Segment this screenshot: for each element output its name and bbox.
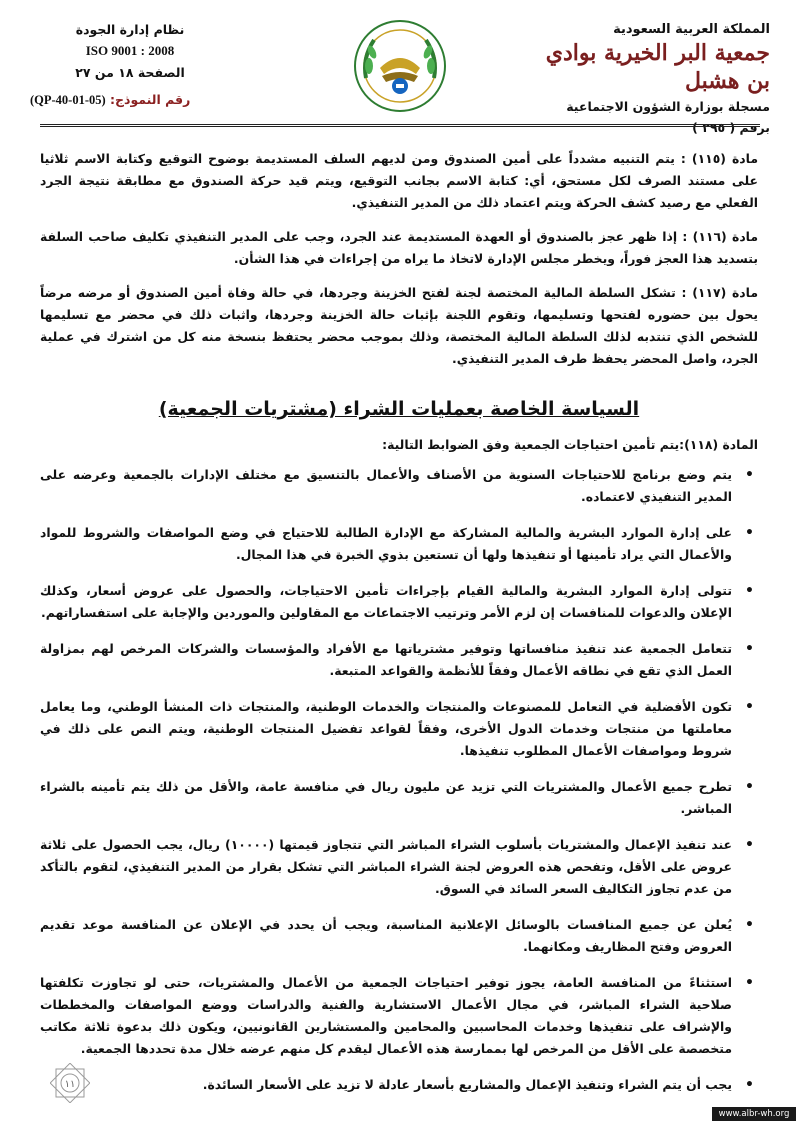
section-title: السياسة الخاصة بعمليات الشراء (مشتريات الجمعية) <box>158 398 640 420</box>
article-115: مادة (١١٥) : يتم التنبيه مشدداً على أمين الصندوق ومن لديهم السلف المستديمة بوضوح التوقيع وكتابة الاسم ثلاثيا على مستند الصرف لكل مستحق، أي: كتابة الاسم بجانب التوقيع، ويتم قيد حركة الصندوق مع مطابقة نتيجة الجرد الفعلي مع رصيد كشف الحركة ويتم اعتماد ذلك من المدير التنفيذي. <box>40 151 758 210</box>
list-item: • يتم وضع برنامج للاحتياجات السنوية من الأصناف والأعمال بالتنسيق مع مختلف الإدارات بالجمعية وعرضه على المدير التنفيذي لاعتماده. <box>40 464 732 508</box>
list-item: • تتعامل الجمعية عند تنفيذ منافساتها وتوفير مشترياتها مع الأفراد والمؤسسات والشركات المرخص لهم بمزاولة العمل الذي تقع في نطاقه الأعمال وفقاً للأنظمة والقواعد المتبعة. <box>40 638 732 682</box>
quality-system-title: نظام إدارة الجودة <box>75 22 185 37</box>
list-item: • يجب أن يتم الشراء وتنفيذ الإعمال والمشاريع بأسعار عادلة لا تزيد على الأسعار السائدة. <box>40 1074 732 1096</box>
registration-number: ( ٢٩٥ ) <box>692 120 736 135</box>
page-header <box>30 18 770 135</box>
association-logo-icon <box>352 18 448 114</box>
list-item: • تتولى إدارة الموارد البشرية والمالية القيام بإجراءات تأمين الاحتياجات، والحصول على عروض أسعار، وكذلك الإعلان والدعوات للمنافسات إن لزم الأمر وترتيب الاجتماعات مع المقاولين والموردين والإجابة على استفساراتهم. <box>40 580 732 624</box>
footer-ornament-icon <box>50 1063 90 1103</box>
article-118-intro: المادة (١١٨):يتم تأمين احتياجات الجمعية وفق الضوابط التالية: <box>382 437 758 452</box>
registration-text: مسجلة بوزارة الشؤون الاجتماعية <box>566 99 770 114</box>
article-117: مادة (١١٧) : تشكل السلطة المالية المختصة لجنة لفتح الخزينة وجردها، في حالة وفاة أمين الصندوق أو مرضه مرضاً يحول بين حضوره لفتحها وتسليمها، وتقوم اللجنة بإثبات حالة الخزينة وجردها، واثبات ذلك في محضر مع تسليمها للشخص الذي تنتدبه لذلك السلطة المالية المختصة، وذلك بموجب محضر يحتفظ بنسخة منه كل من اشترك في عملية الجرد، واصل المحضر يحفظ طرف المدير التنفيذي. <box>40 285 758 366</box>
header-divider <box>40 124 760 127</box>
form-number-row <box>30 92 230 108</box>
list-item: • تطرح جميع الأعمال والمشتريات التي تزيد عن مليون ريال في منافسة عامة، والأقل من ذلك يتم تأمينه بالشراء المباشر. <box>40 776 732 820</box>
list-item: • على إدارة الموارد البشرية والمالية المشاركة مع الإدارة الطالبة للاحتياج في وضع المواصفات والشروط للمواد والأعمال التي يراد تأمينها أو تنفيذها ولها أن تستعين بذوي الخبرة في هذا المجال. <box>40 522 732 566</box>
kingdom-name: المملكة العربية السعودية <box>613 22 770 37</box>
article-116: مادة (١١٦) : إذا ظهر عجز بالصندوق أو العهدة المستديمة عند الجرد، وجب على المدير التنفيذي تكليف صاحب السلفة بتسديد هذا العجز فوراً، ويخطر مجلس الإدارة لاتخاذ ما يراه من إجراءات في هذا الشأن. <box>40 229 759 266</box>
document-body <box>40 148 758 1110</box>
registration-label: برقم <box>739 120 770 135</box>
iso-standard: ISO 9001 : 2008 <box>85 43 175 58</box>
list-item: • استثناءً من المنافسة العامة، يجوز توفير احتياجات الجمعية من الأعمال والمشتريات، حتى لو تجاوزت تكلفتها صلاحية الشراء المباشر، في مجال الأعمال الاستشارية والفنية والدراسات ووضع المواصفات والمخططات والإشراف على تنفيذها وخدمات المحاسبين والمحامين والمستشارين القانونيين، ويكون ذلك بدعوة ثلاثة مكاتب متخصصة على الأقل من المرخص لها بممارسة هذه الأعمال ليقدم كل منهم عرضه خلال مدة تحددها الجمعية. <box>40 972 732 1060</box>
page-number: الصفحة ١٨ من ٢٧ <box>75 65 185 80</box>
footer-website-url: www.albr-wh.org <box>712 1107 796 1121</box>
header-quality-block <box>30 22 230 108</box>
form-number-code: (QP-40-01-05) <box>30 93 106 107</box>
form-number-label: رقم النموذج: <box>110 92 191 107</box>
registration-number-row <box>530 120 770 135</box>
list-item: • تكون الأفضلية في التعامل للمصنوعات والمنتجات والخدمات الوطنية، والمنتجات ذات المنشأ الوطني، وما يعامل معاملتها من منتجات وخدمات الدول الأخرى، وفقاً لقواعد تفضيل المنتجات الوطنية، ويتم النص على ذلك في شروط ومواصفات الأعمال المطلوب تنفيذها. <box>40 696 732 762</box>
list-item: • يُعلن عن جميع المنافسات بالوسائل الإعلانية المناسبة، ويجب أن يحدد في الإعلان عن المنافسة موعد تقديم العروض وفتح المظاريف ومكانهما. <box>40 914 732 958</box>
association-name: جمعية البر الخيرية بوادي بن هشبل <box>545 40 770 94</box>
procurement-rules-list <box>40 464 758 1096</box>
footer-ornament-number: ١١ <box>64 1079 76 1090</box>
list-item: • عند تنفيذ الإعمال والمشتريات بأسلوب الشراء المباشر التي تتجاوز قيمتها (١٠٠٠٠) ريال، يجب الحصول على ثلاثة عروض على الأقل، وتفحص هذه العروض لجنة الشراء المباشر التي تشكل بقرار من المدير التنفيذي، لتقوم بالتأكد من عدم تجاوز التكاليف السعر السائد في السوق. <box>40 834 732 900</box>
header-organization-block <box>530 22 770 135</box>
